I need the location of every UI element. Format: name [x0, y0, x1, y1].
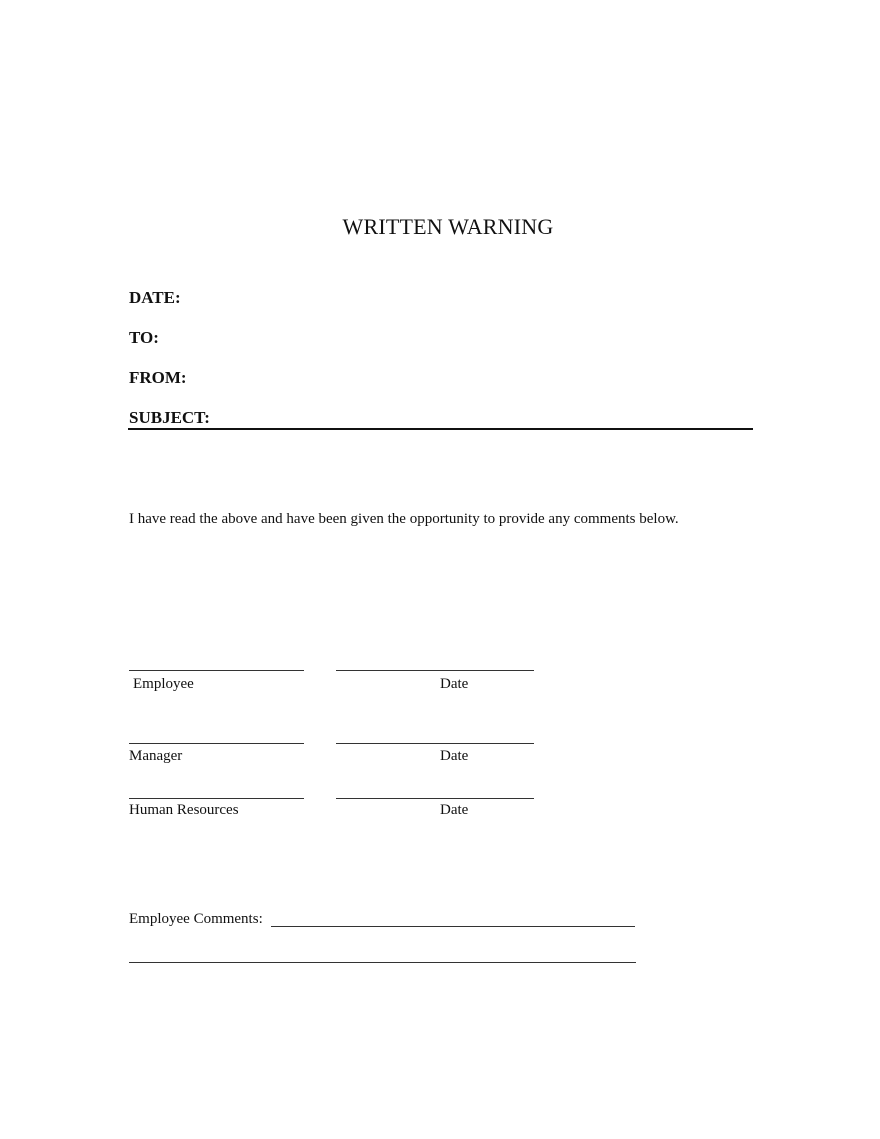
from-field-label: FROM:	[129, 368, 187, 387]
hr-date-label: Date	[440, 802, 469, 818]
hr-signature-label: Human Resources	[129, 802, 239, 818]
date-field-label: DATE:	[129, 288, 181, 307]
to-field-label: TO:	[129, 328, 159, 347]
employee-date-label: Date	[440, 676, 469, 692]
header-divider	[128, 428, 753, 430]
comments-line-1[interactable]	[271, 926, 635, 927]
employee-signature-line[interactable]	[129, 670, 304, 671]
document-title: WRITTEN WARNING	[342, 214, 554, 239]
manager-date-line[interactable]	[336, 743, 534, 744]
comments-line-2[interactable]	[129, 962, 636, 963]
hr-signature-line[interactable]	[129, 798, 304, 799]
acknowledgement-text: I have read the above and have been given the opportunity to provide any comments below.	[129, 511, 679, 527]
employee-signature-label: Employee	[133, 676, 194, 692]
manager-signature-line[interactable]	[129, 743, 304, 744]
hr-date-line[interactable]	[336, 798, 534, 799]
subject-field-label: SUBJECT:	[129, 408, 210, 427]
employee-comments-label: Employee Comments:	[129, 911, 263, 927]
manager-signature-label: Manager	[129, 748, 183, 764]
manager-date-label: Date	[440, 748, 469, 764]
employee-date-line[interactable]	[336, 670, 534, 671]
